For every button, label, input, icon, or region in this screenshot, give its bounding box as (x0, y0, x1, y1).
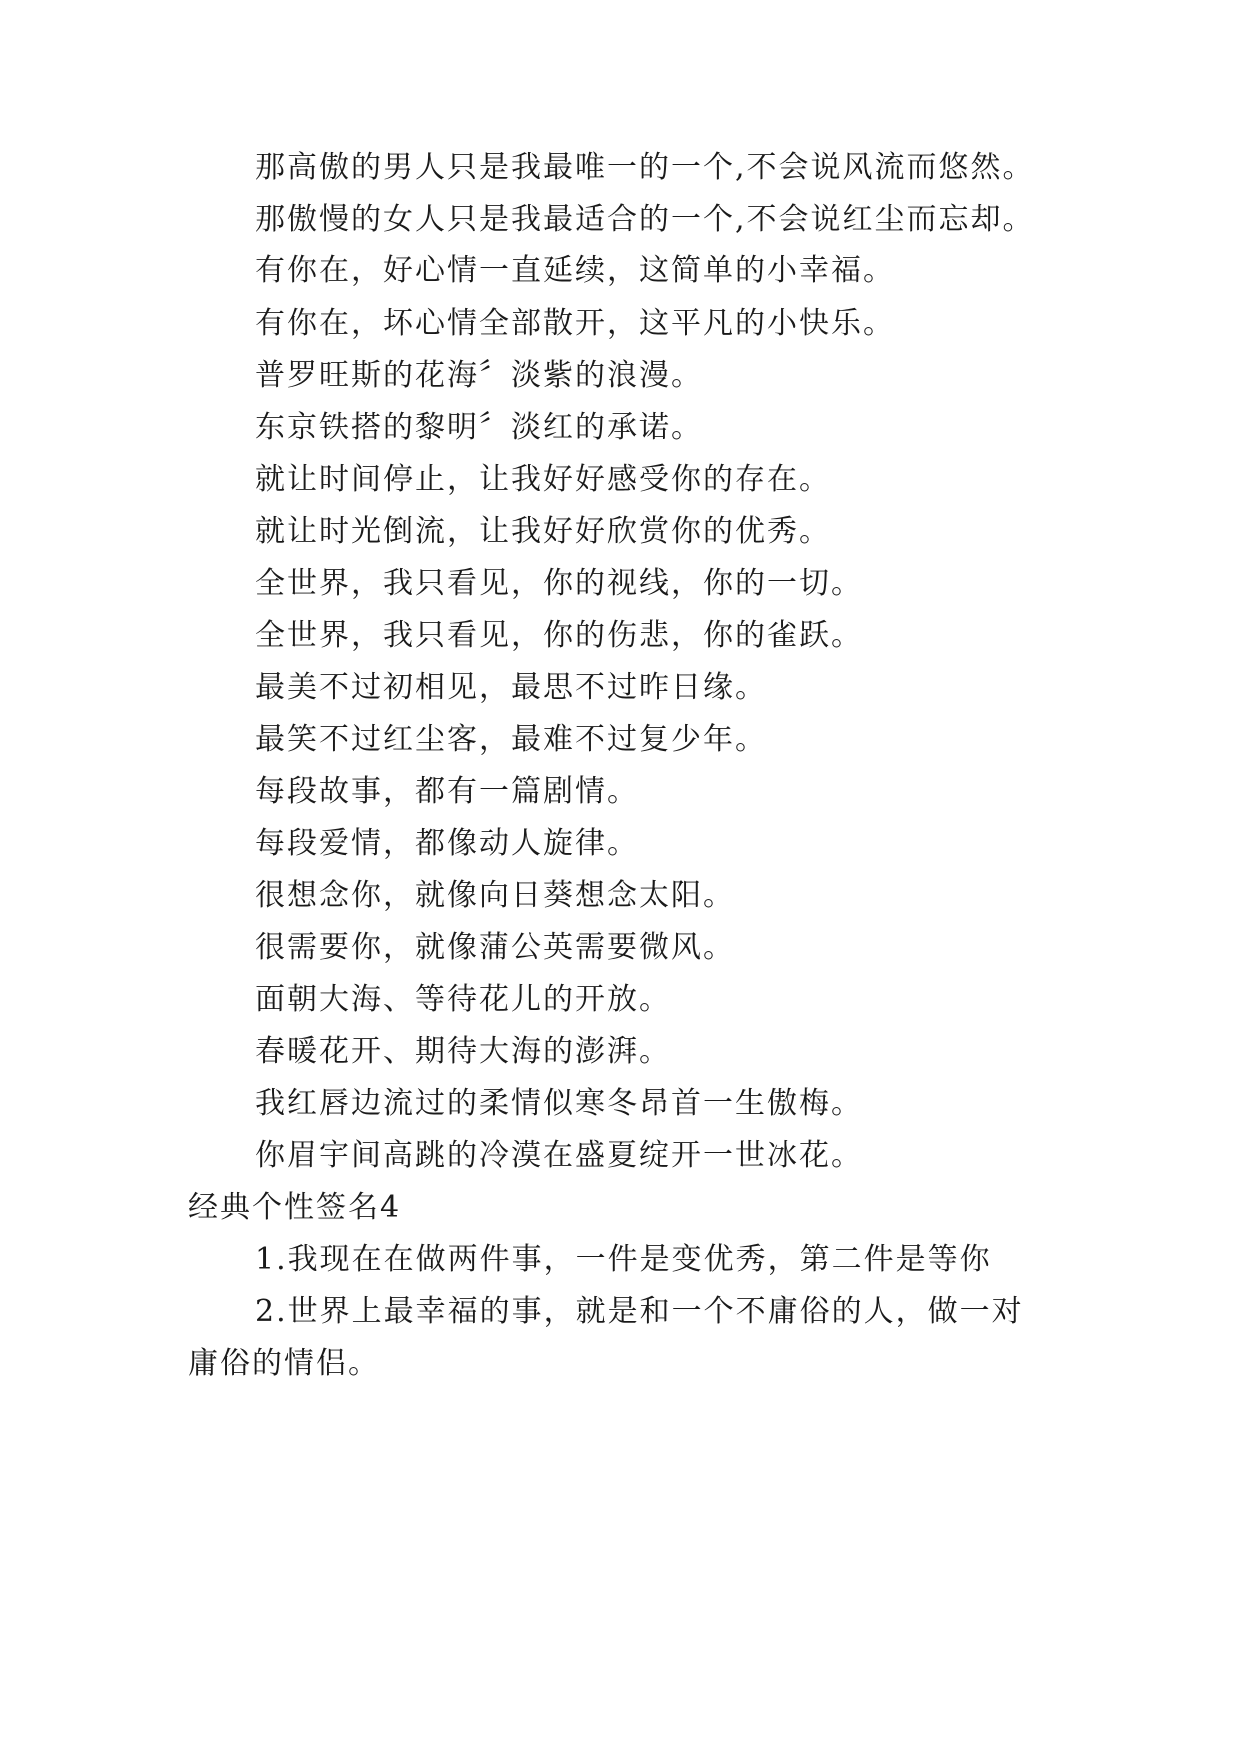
text-line: 我红唇边流过的柔情似寒冬昂首一生傲梅。 (255, 1086, 863, 1121)
text-line: 最笑不过红尘客，最难不过复少年。 (255, 722, 767, 757)
text-line: 就让时光倒流，让我好好欣赏你的优秀。 (255, 514, 831, 549)
text-line: 最美不过初相见，最思不过昨日缘。 (255, 670, 767, 705)
text-line: 全世界，我只看见，你的视线，你的一切。 (255, 566, 863, 601)
text-line: 很需要你，就像蒲公英需要微风。 (255, 930, 735, 965)
text-line: 每段故事，都有一篇剧情。 (255, 774, 639, 809)
text-line: 普罗旺斯的花海〞淡紫的浪漫。 (255, 358, 703, 393)
list-item: 1.我现在在做两件事，一件是变优秀，第二件是等你 (255, 1242, 992, 1277)
text-line: 那高傲的男人只是我最唯一的一个,不会说风流而悠然。 (255, 150, 1035, 185)
list-item: 2.世界上最幸福的事，就是和一个不庸俗的人，做一对 (255, 1294, 1024, 1329)
text-line: 每段爱情，都像动人旋律。 (255, 826, 639, 861)
text-line: 面朝大海、等待花儿的开放。 (255, 982, 671, 1017)
section-heading: 经典个性签名4 (188, 1190, 402, 1225)
text-line: 有你在，好心情一直延续，这简单的小幸福。 (255, 253, 895, 288)
text-line: 你眉宇间高跳的冷漠在盛夏绽开一世冰花。 (255, 1138, 863, 1173)
text-line: 有你在，坏心情全部散开，这平凡的小快乐。 (255, 306, 895, 341)
text-line: 春暖花开、期待大海的澎湃。 (255, 1034, 671, 1069)
text-line: 那傲慢的女人只是我最适合的一个,不会说红尘而忘却。 (255, 202, 1035, 237)
text-line: 东京铁搭的黎明〞淡红的承诺。 (255, 410, 703, 445)
list-item-continuation: 庸俗的情侣。 (188, 1346, 380, 1381)
text-line: 全世界，我只看见，你的伤悲，你的雀跃。 (255, 618, 863, 653)
text-line: 很想念你，就像向日葵想念太阳。 (255, 878, 735, 913)
text-line: 就让时间停止，让我好好感受你的存在。 (255, 462, 831, 497)
